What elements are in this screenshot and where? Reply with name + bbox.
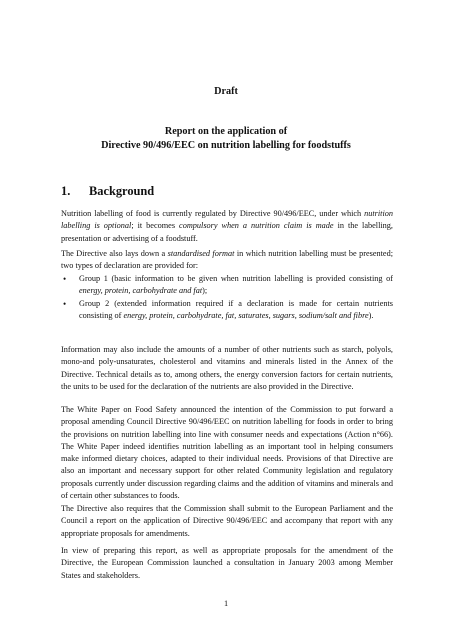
p1-emphasis-optional: nutrition labelling is optional: [61, 209, 393, 231]
section-title: Background: [89, 184, 155, 198]
p1-emphasis-compulsory: compulsory when a nutrition claim is made: [179, 221, 334, 231]
p1-text-a: Nutrition labelling of food is currently regulated by Directive 90/496/EEC, under which: [61, 209, 365, 218]
p1-text-c: ; it becomes: [131, 221, 180, 231]
section-number: 1.: [61, 184, 71, 198]
paragraph-1: [61, 208, 393, 245]
draft-label: Draft: [214, 86, 238, 97]
page-number: 1: [223, 599, 229, 608]
declaration-groups-list: [61, 273, 393, 322]
p2-text-c: in which nutrition labelling must be presented; two types of declaration are provided for:: [61, 249, 394, 271]
paragraph-5: The Directive also requires that the Commission shall submit to the European Parliament and the Council a report on the application of Directive 90/496/EEC and accompany that report with any appropriate proposals for amendments.: [61, 504, 393, 538]
paragraph-3: Information may also include the amounts of a number of other nutrients such as starch, polyols, mono-and poly-unsaturates, cholesterol and vitamins and minerals listed in the Annex of the Directive. Technical details as to, among others, the energy conversion factors for certain nutrients, the units to be used for the declaration of the nutrients are also provided in the Directive.: [61, 345, 393, 391]
group-2-end: ).: [368, 310, 374, 320]
bullet-icon: •: [63, 274, 67, 284]
report-title-line-1: Report on the application of: [164, 126, 288, 137]
group-2-text: Group 2 (extended information required if a declaration is made for certain nutrients consisting of: [79, 298, 393, 320]
p2-emphasis-format: standardised format: [167, 249, 235, 258]
p2-text-a: The Directive also lays down a: [61, 249, 168, 258]
list-item-group-2: [61, 298, 393, 323]
report-title-line-2: Directive 90/496/EEC on nutrition labelling for foodstuffs: [101, 140, 351, 151]
list-item-group-1: [61, 273, 393, 298]
paragraph-2: [61, 248, 393, 273]
section-heading: [61, 184, 154, 199]
group-1-end: );: [202, 286, 208, 296]
bullet-icon: •: [63, 298, 67, 309]
p1-text-e: in the labelling, presentation or advertising of a foodstuff.: [61, 221, 393, 243]
group-1-text: Group 1 (basic information to be given when nutrition labelling is provided consisting of: [79, 274, 393, 283]
paragraph-6: In view of preparing this report, as well as appropriate proposals for the amendment of the Directive, the European Commission launched a consultation in January 2003 among Member States and stakeholders.: [61, 546, 393, 580]
group-2-emphasis: energy, protein, carbohydrate, fat, saturates, sugars, sodium/salt and fibre: [123, 310, 369, 320]
group-1-emphasis: energy, protein, carbohydrate and fat: [79, 286, 203, 296]
paragraph-4: The White Paper on Food Safety announced the intention of the Commission to put forward a proposal amending Council Directive 90/496/EEC on nutrition labelling for foods in order to bring the provisions on nutrition labelling into line with consumer needs and expectations (Action n°66). The White Paper indeed identifies nutrition labelling as an important tool in helping consumers make informed dietary choices, adapted to their individual needs. Provisions of that Directive are also an important and necessary support for other related Community legislation and regulatory proposals currently under discussion regarding claims and the addition of vitamins and minerals and of certain other substances to foods.: [61, 405, 393, 501]
